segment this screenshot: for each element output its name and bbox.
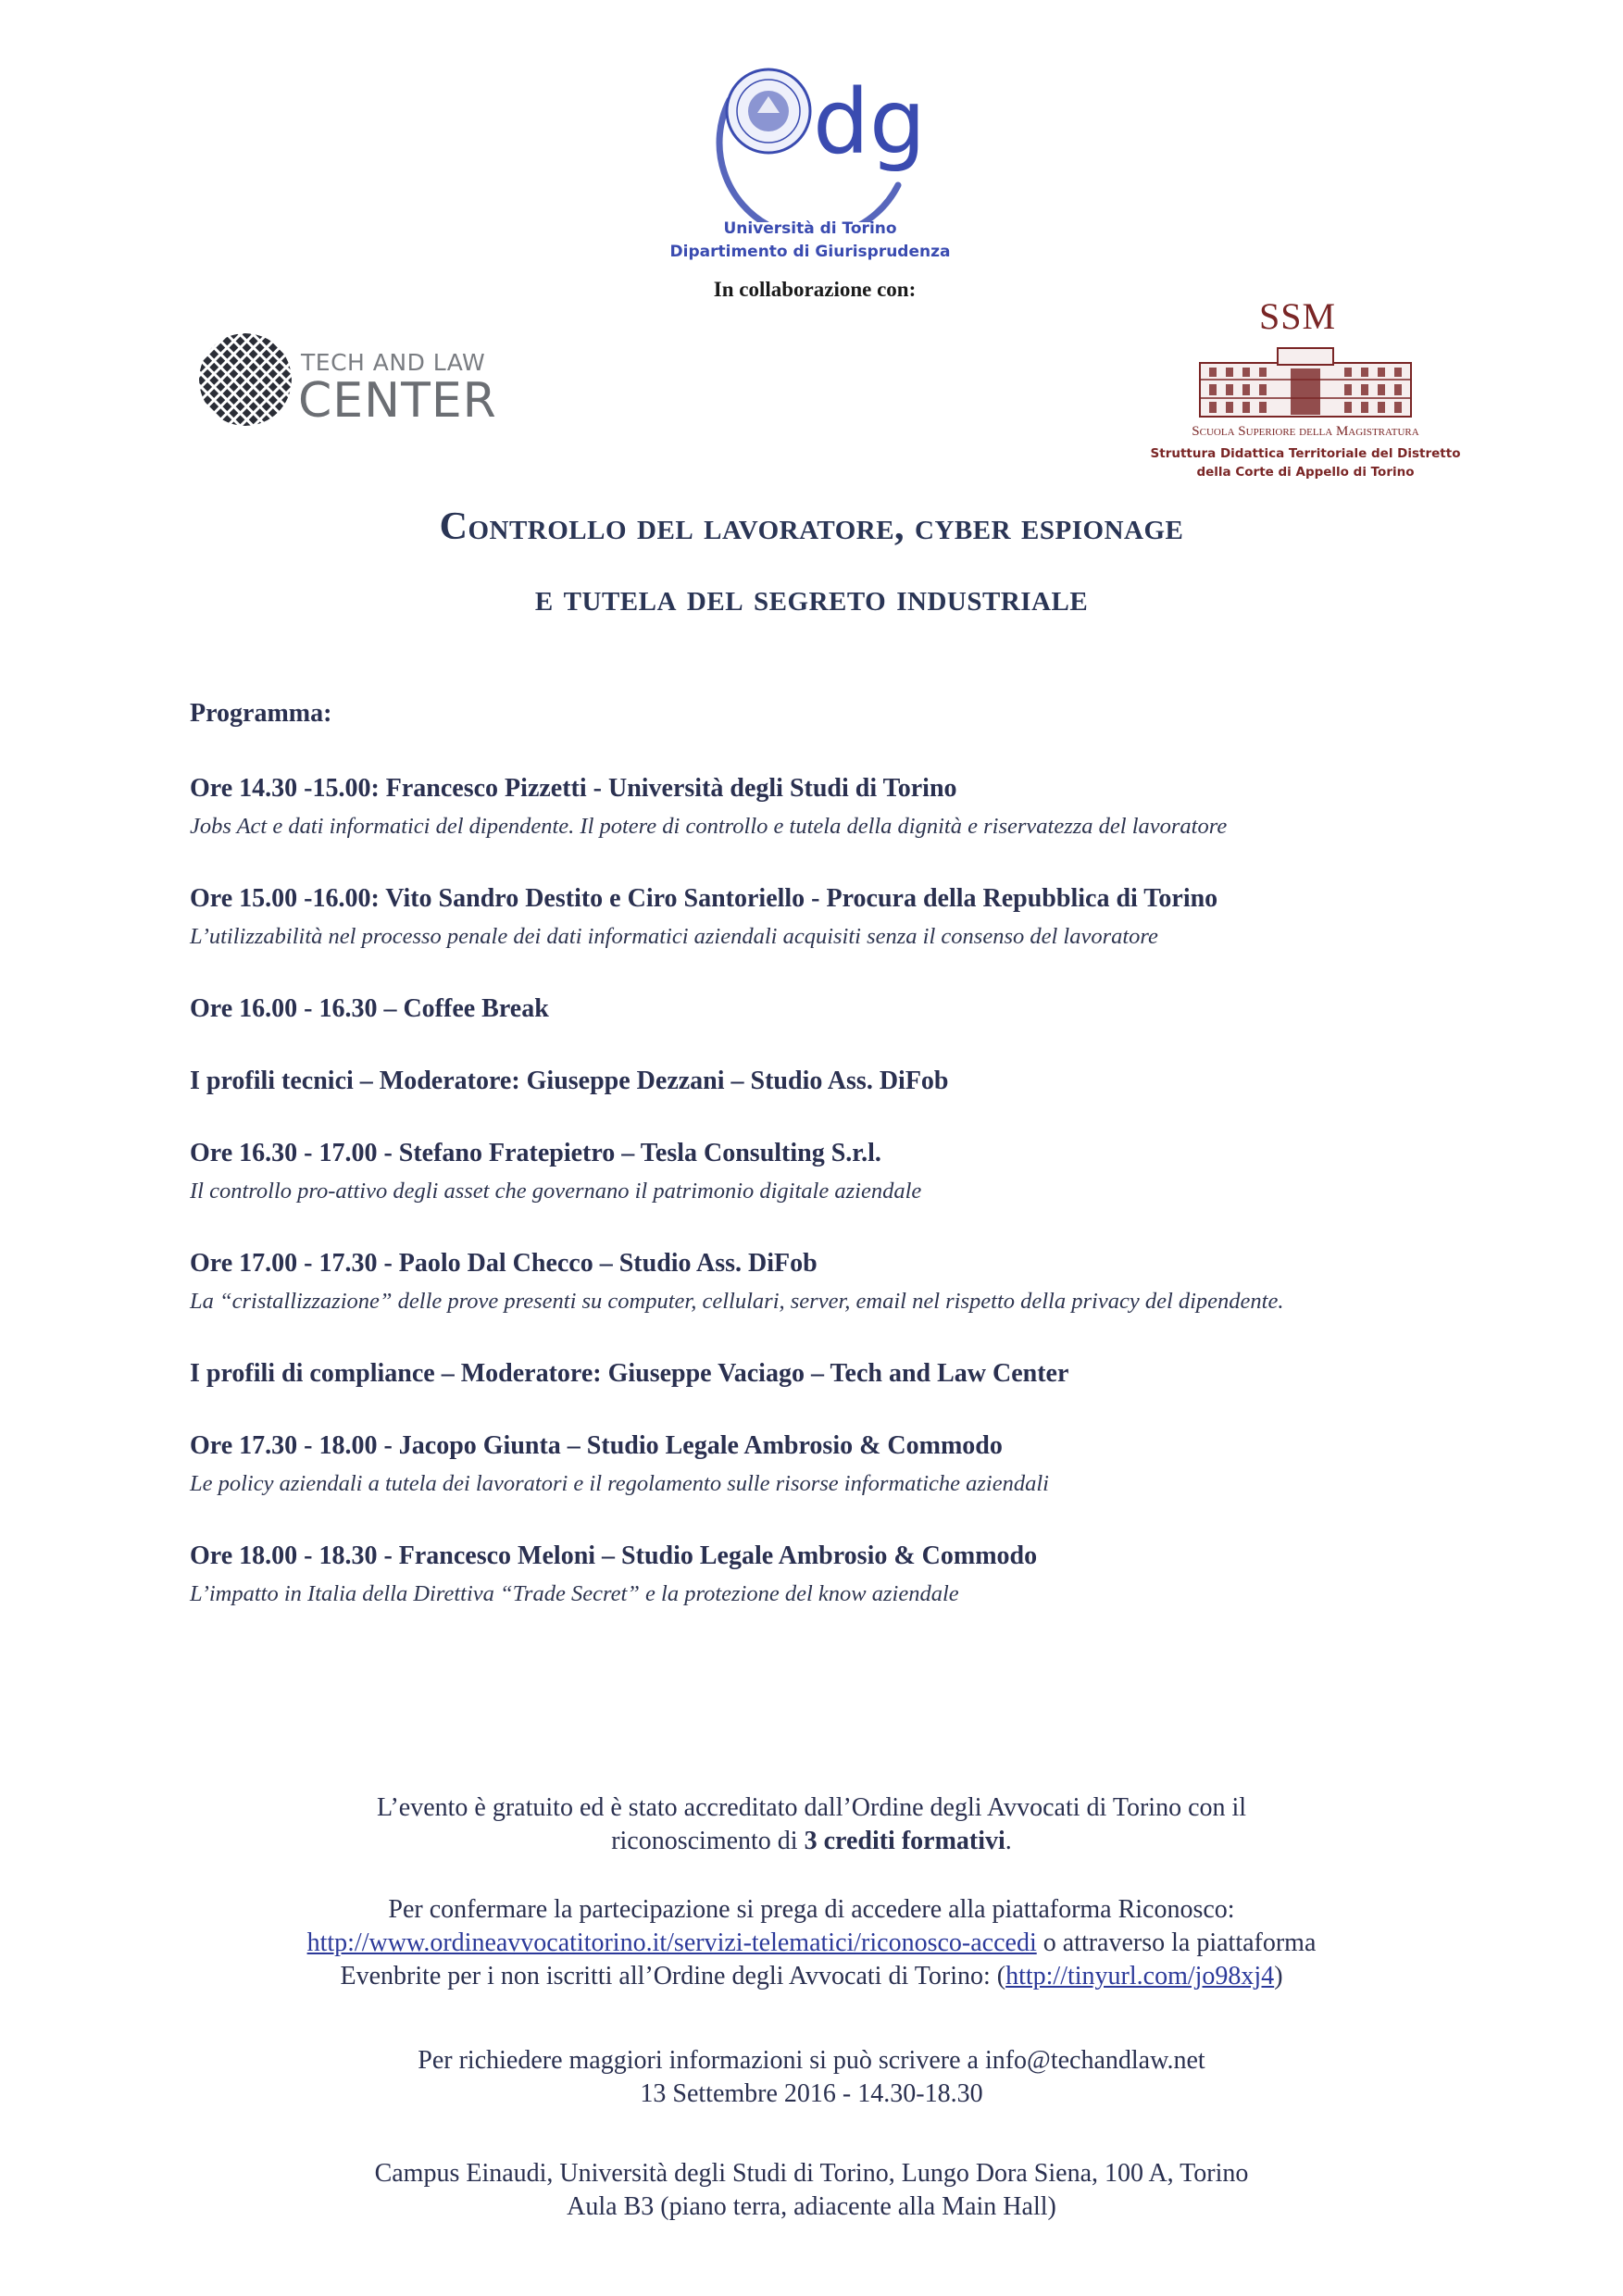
entry-heading: Ore 17.00 - 17.30 - Paolo Dal Checco – Studio Ass. DiFob bbox=[190, 1249, 818, 1278]
eventbrite-close: ) bbox=[1274, 1962, 1283, 1990]
info-note bbox=[0, 2044, 1623, 2111]
venue-line-2: Aula B3 (piano terra, adiacente alla Main Hall) bbox=[567, 2192, 1056, 2221]
ssm-subtitle-2: della Corte di Appello di Torino bbox=[1196, 465, 1415, 480]
accreditation-note bbox=[0, 1791, 1623, 1858]
entry-heading: Ore 16.00 - 16.30 – Coffee Break bbox=[190, 994, 549, 1023]
venue-note bbox=[0, 2157, 1623, 2224]
programme-entry bbox=[190, 883, 1486, 953]
entry-heading: Ore 14.30 -15.00: Francesco Pizzetti - Università degli Studi di Torino bbox=[190, 774, 957, 803]
entry-description: La “cristallizzazione” delle prove presenti su computer, cellulari, server, email nel rispetto della privacy del dipendente. bbox=[190, 1289, 1284, 1314]
programme-section bbox=[190, 1066, 1486, 1097]
venue-line-1: Campus Einaudi, Università degli Studi di Torino, Lungo Dora Siena, 100 A, Torino bbox=[374, 2159, 1249, 2188]
registration-alt-text: o attraverso la piattaforma bbox=[1036, 1928, 1317, 1957]
entry-heading: Ore 17.30 - 18.00 - Jacopo Giunta – Studio Legale Ambrosio & Commodo bbox=[190, 1431, 1003, 1460]
credits-count: 3 crediti formativi bbox=[804, 1827, 1005, 1855]
programme-entry bbox=[190, 1541, 1486, 1610]
entry-description: Il controllo pro-attivo degli asset che governano il patrimonio digitale aziendale bbox=[190, 1179, 922, 1204]
accreditation-line-2 bbox=[0, 1825, 1623, 1858]
info-line: Per richiedere maggiori informazioni si può scrivere a info@techandlaw.net bbox=[418, 2046, 1205, 2075]
accreditation-line-1: L’evento è gratuito ed è stato accreditato dall’Ordine degli Avvocati di Torino con il bbox=[376, 1793, 1247, 1822]
programme bbox=[190, 699, 1486, 1651]
programme-entry bbox=[190, 993, 1486, 1025]
registration-note bbox=[0, 1893, 1623, 1993]
ssm-name: Scuola Superiore della Magistratura bbox=[1192, 424, 1419, 439]
entry-heading: Ore 16.30 - 17.00 - Stefano Fratepietro – Tesla Consulting S.r.l. bbox=[190, 1139, 881, 1167]
accreditation-text: riconoscimento di bbox=[611, 1827, 805, 1855]
eventbrite-text: Evenbrite per i non iscritti all’Ordine degli Avvocati di Torino: ( bbox=[340, 1962, 1006, 1990]
techlaw-globe-icon bbox=[194, 329, 296, 430]
riconosco-link[interactable]: http://www.ordineavvocatitorino.it/servizi-telematici/riconosco-accedi bbox=[306, 1928, 1037, 1957]
event-title-line-2: e tutela del segreto industriale bbox=[534, 577, 1089, 619]
techlaw-name-top: TECH AND LAW bbox=[301, 349, 486, 376]
programme-entry bbox=[190, 1138, 1486, 1207]
entry-description: Jobs Act e dati informatici del dipendente. Il potere di controllo e tutela della dignità e riservatezza del lavoratore bbox=[190, 814, 1228, 839]
unito-monogram: dg bbox=[813, 70, 926, 174]
unito-name: Università di Torino bbox=[723, 219, 897, 238]
entry-heading: Ore 18.00 - 18.30 - Francesco Meloni – Studio Legale Ambrosio & Commodo bbox=[190, 1541, 1038, 1570]
collaboration-label: In collaborazione con: bbox=[713, 278, 917, 301]
techlaw-name-bottom: CENTER bbox=[298, 373, 497, 429]
programme-entry bbox=[190, 1430, 1486, 1500]
registration-line-3 bbox=[0, 1960, 1623, 1993]
ssm-logo-title: SSM bbox=[1259, 295, 1337, 337]
event-date: 13 Settembre 2016 - 14.30-18.30 bbox=[640, 2079, 983, 2108]
section-heading: I profili di compliance – Moderatore: Giuseppe Vaciago – Tech and Law Center bbox=[190, 1359, 1069, 1388]
section-heading: I profili tecnici – Moderatore: Giuseppe Dezzani – Studio Ass. DiFob bbox=[190, 1067, 949, 1095]
entry-description: L’utilizzabilità nel processo penale dei dati informatici aziendali acquisiti senza il consenso del lavoratore bbox=[190, 924, 1158, 949]
ssm-building-icon bbox=[1194, 343, 1417, 421]
unito-logo bbox=[704, 56, 926, 222]
programme-section bbox=[190, 1358, 1486, 1390]
programme-label: Programma: bbox=[190, 699, 332, 728]
unito-department: Dipartimento di Giurisprudenza bbox=[669, 243, 951, 261]
registration-line-1: Per confermare la partecipazione si prega di accedere alla piattaforma Riconosco: bbox=[388, 1895, 1235, 1924]
programme-entry bbox=[190, 1248, 1486, 1317]
entry-heading: Ore 15.00 -16.00: Vito Sandro Destito e Ciro Santoriello - Procura della Repubblica di Torino bbox=[190, 884, 1218, 913]
eventbrite-link[interactable]: http://tinyurl.com/jo98xj4 bbox=[1005, 1962, 1275, 1990]
entry-description: Le policy aziendali a tutela dei lavoratori e il regolamento sulle risorse informatiche aziendali bbox=[190, 1471, 1049, 1496]
entry-description: L’impatto in Italia della Direttiva “Trade Secret” e la protezione del know aziendale bbox=[190, 1581, 959, 1606]
accreditation-period: . bbox=[1005, 1827, 1012, 1855]
programme-entry bbox=[190, 773, 1486, 842]
ssm-subtitle-1: Struttura Didattica Territoriale del Distretto bbox=[1150, 446, 1461, 461]
event-title-line-1: Controllo del lavoratore, cyber espionage bbox=[439, 505, 1184, 548]
registration-line-2 bbox=[0, 1927, 1623, 1960]
